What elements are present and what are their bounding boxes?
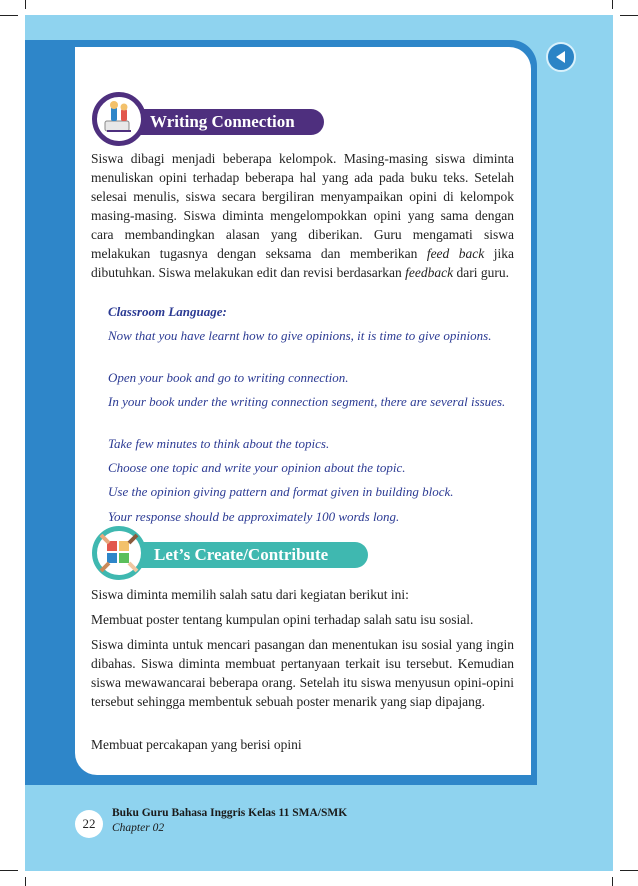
crop-mark — [25, 0, 26, 9]
chapter-label: Chapter 02 — [112, 822, 165, 834]
crop-mark — [0, 870, 18, 871]
create-paragraph: Membuat poster tentang kumpulan opini terhadap salah satu isu sosial. — [91, 612, 474, 627]
classroom-language-item: Choose one topic and write your opinion about the topic. — [108, 460, 406, 475]
book-title: Buku Guru Bahasa Inggris Kelas 11 SMA/SMK — [112, 807, 348, 819]
create-paragraph: Membuat percakapan yang berisi opini — [91, 737, 302, 752]
writing-connection-paragraph: Siswa dibagi menjadi beberapa kelompok. Masing-masing siswa diminta menuliskan opini terhadap beberapa hal yang ada pada buku teks. Setelah selesai menulis, siswa secara bergiliran menyampaikan opini di kelompok masing-masing. Siswa diminta mengelompokkan opini yang sama dengan cara membandingkan alasan yang diberikan. Guru mengamati siswa melakukan tugasnya dengan seksama dan memberikan feed back jika dibutuhkan. Siswa melakukan edit dan revisi berdasarkan feedback dari guru. — [91, 151, 514, 280]
writing-connection-title: Writing Connection — [150, 112, 295, 131]
classroom-language-item: Use the opinion giving pattern and format given in building block. — [108, 484, 454, 499]
classroom-language-item: Take few minutes to think about the topics. — [108, 436, 330, 451]
writing-connection-heading — [118, 109, 324, 135]
create-contribute-heading — [118, 542, 368, 568]
crop-mark — [612, 877, 613, 886]
classroom-language-item: In your book under the writing connection segment, there are several issues. — [108, 394, 506, 409]
page-number: 22 — [75, 810, 103, 838]
classroom-language-item: Open your book and go to writing connection. — [108, 370, 349, 385]
crop-mark — [620, 870, 638, 871]
classroom-language-item: Now that you have learnt how to give opinions, it is time to give opinions. — [108, 328, 492, 343]
crop-mark — [620, 15, 638, 16]
crop-mark — [0, 15, 18, 16]
puzzle-hands-icon — [92, 526, 146, 580]
crop-mark — [25, 877, 26, 886]
writing-connection-icon — [92, 92, 146, 146]
create-paragraph: Siswa diminta untuk mencari pasangan dan menentukan isu sosial yang ingin dibahas. Siswa diminta membuat pertanyaan terkait isu tersebut. Kemudian siswa mewawancarai beberapa orang. Setelah itu siswa menyusun opini-opini tersebut sehingga membentuk sebuah poster menarik yang siap dipajang. — [91, 637, 514, 709]
create-paragraph: Siswa diminta memilih salah satu dari kegiatan berikut ini: — [91, 587, 409, 602]
classroom-language-title: Classroom Language: — [108, 304, 227, 319]
classroom-language-item: Your response should be approximately 100 words long. — [108, 509, 400, 524]
crop-mark — [612, 0, 613, 9]
create-contribute-title: Let’s Create/Contribute — [154, 545, 329, 564]
back-arrow-icon[interactable] — [546, 42, 576, 72]
